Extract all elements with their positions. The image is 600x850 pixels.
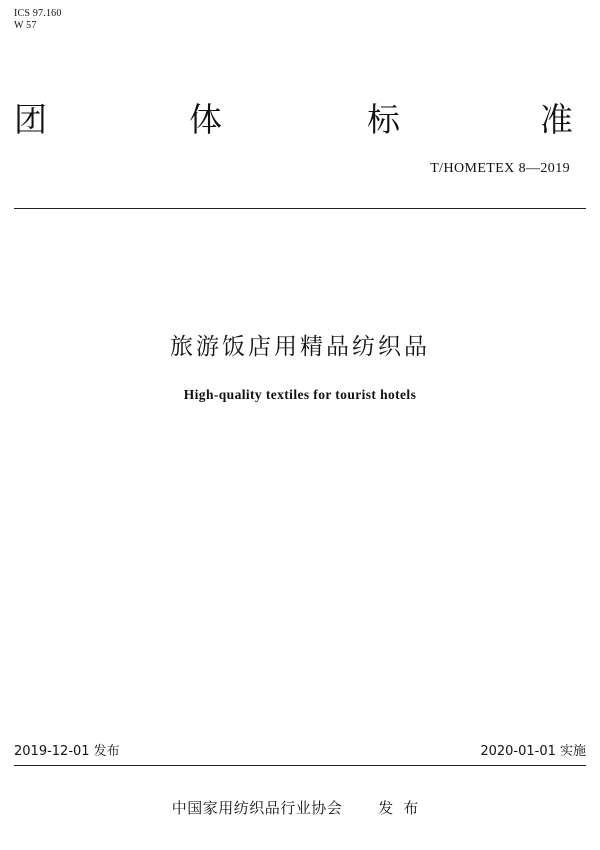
doc-type-char: 团 [14,100,47,139]
top-divider [14,208,586,209]
ics-code: ICS 97.160 [14,8,62,19]
document-title-english: High-quality textiles for tourist hotels [183,387,417,402]
bottom-divider [14,765,586,766]
issue-date: 2019-12-01 发布 [14,744,120,759]
standard-number: T/HOMETEX 8—2019 [430,161,570,176]
doc-type-char: 体 [189,100,222,139]
publisher-line [0,798,600,818]
implementation-date: 2020-01-01 实施 [480,744,586,759]
publisher-name: 中国家用纺织品行业协会 [171,799,343,817]
ccs-code: W 57 [14,20,37,31]
doc-type-char: 准 [540,100,573,139]
publisher-action: 发布 [378,799,429,817]
document-title-chinese: 旅游饭店用精品纺织品 [170,334,430,360]
doc-type-char: 标 [367,100,400,139]
